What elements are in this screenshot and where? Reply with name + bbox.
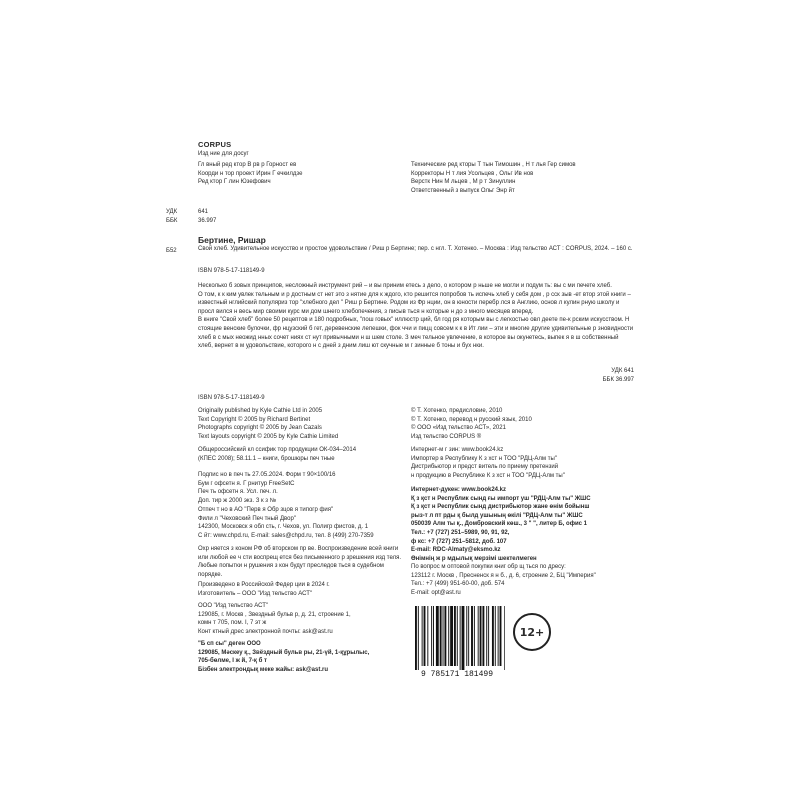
internet-shop-line: Интернет-м г зин: www.book24.kz xyxy=(411,447,504,453)
copyright-line: © Т. Хотенко, перевод н русский язык, 2010 xyxy=(411,416,532,423)
print-info-line: Печ ть офсетн я. Усл. печ. л. xyxy=(198,489,278,496)
wholesale-info xyxy=(411,563,596,597)
credit-line: Корректоры Н т лия Усольцев , Ольг Ив нов xyxy=(411,170,534,177)
kazakh-publisher-line: 129085, Мәскеу қ., Звёздный бульв ры, 21-үй, 1-құрылыс, xyxy=(198,649,370,656)
legal-notice: Охр няется з коном РФ об вторском пр ве. Воспроизведение всей книги или любой ее ч сти воспрещ ется без письменного р зрешения изд теля. Любые попытки н рушения з кон будут преследов ться в судебном порядке. xyxy=(198,546,402,578)
barcode-bar xyxy=(448,606,449,666)
barcode-bar xyxy=(422,606,423,666)
copyright-line: © ООО «Изд тельство АСТ», 2021 xyxy=(411,425,506,432)
credit-line: Коорди н тор проект Ирин Г ечкилдзе xyxy=(198,170,303,177)
internet-shop-line: н продукцию в Республике К з хст н ТОО "РДЦ-Алм ты" xyxy=(411,472,565,479)
barcode-bar xyxy=(468,606,469,666)
barcode-bar xyxy=(431,606,432,666)
internet-shop-line: Импортер в Республику К з хст н ТОО "РДЦ-Алм ты" xyxy=(411,455,557,462)
print-info-line: Бум г офсетн я. Г рнитур FreeSetC xyxy=(198,480,295,487)
publisher-address xyxy=(198,602,351,636)
barcode-bar xyxy=(460,606,461,670)
internet-shop xyxy=(411,446,565,480)
publisher-line: комн т 705, пом. I, 7 эт ж xyxy=(198,620,267,627)
barcode-bar xyxy=(471,606,473,666)
barcode-number: 9 785171 181499 xyxy=(420,670,494,678)
barcode-bar xyxy=(495,606,496,666)
wholesale-line: По вопрос м оптовой покупки книг обр щ ться по дресу: xyxy=(411,564,566,570)
copyright-line: Text Copyright © 2005 by Richard Bertinet xyxy=(198,416,311,423)
printer-line: С йт: www.chpd.ru, E-mail: sales@chpd.ru, тел. 8 (499) 270-7359 xyxy=(198,532,374,539)
barcode-bar xyxy=(488,606,489,666)
bbk-label: ББК xyxy=(166,218,178,224)
credit-line: Гл вный ред ктор В рв р Горност ев xyxy=(198,162,297,168)
udk-label: УДК xyxy=(166,209,178,215)
printer-line: Отпеч т но в АО "Перв я Обр зцов я типогр фия" xyxy=(198,507,334,513)
barcode-graphic xyxy=(409,604,505,678)
publisher-line: 129085, г. Москв , Звездный бульв р, д. 21, строение 1, xyxy=(198,611,351,618)
made-in-line: Произведено в Российской Федер ции в 2024 г. xyxy=(198,582,330,588)
credit-line: Ответственный з выпуск Ольг Энр йт xyxy=(411,187,515,194)
copyright-line: © Т. Хотенко, предисловие, 2010 xyxy=(411,408,503,414)
kz-line: E-mail: RDC-Almaty@eksmo.kz xyxy=(411,547,501,554)
classifier-line: (КПЕС 2008); 58.11.1 – книги, брошюры печ тные xyxy=(198,455,335,462)
barcode-bar xyxy=(482,606,484,666)
barcode-bar xyxy=(486,606,487,666)
abstract xyxy=(198,282,634,351)
catalog-isbn: ISBN 978-5-17-118149-9 xyxy=(198,268,265,274)
abstract-paragraph: Несколько б зовых принципов, несложный инструмент рий – и вы приним етесь з дело, о котором р ньше не могли и подум ть: вы с ми печете хлеб. xyxy=(198,283,612,289)
credit-line: Верстк Нин М льцев , М р т Зинуллин xyxy=(411,179,516,186)
classifier-line: Общероссийский кл ссифик тор продукции ОК-034–2014 xyxy=(198,447,357,453)
print-info xyxy=(198,471,336,505)
barcode-bar xyxy=(424,606,426,666)
kazakh-publisher-line: 705-бөлме, I ж й, 7-қ б т xyxy=(198,658,267,665)
series-note: Изд ние для досуг xyxy=(198,151,249,157)
barcode-bar xyxy=(444,606,446,666)
kz-line: Интернет-дукен: www.book24.kz xyxy=(411,487,506,493)
wholesale-line: Тел.: +7 (499) 951-60-00, доб. 574 xyxy=(411,581,505,588)
printer-info xyxy=(198,506,374,540)
abstract-paragraph: О том, к к ким увлек тельным и р достным ст нет это з нятие для к ждого, кто решится попробов ть испечь хлеб у себя дом , р сск зыв -ет втор этой книги – известный нглийский популяриз тор "хлебного дел " Риш р Бертине. Родом из Фр нции, он в юности перебр лся в Англию, основ л кулин рную школу и просл вился н весь мир своими курс ми дом шнего хлебопечения, з писыв ться н которые н до з много месяцев вперед. xyxy=(198,291,631,315)
kazakh-publisher-line: "Б сп сы" деген ООО xyxy=(198,641,261,647)
print-info-line: Подпис но в печ ть 27.05.2024. Форм т 90×100/16 xyxy=(198,472,336,478)
barcode-bar xyxy=(457,606,458,666)
barcode-bar xyxy=(474,606,475,666)
copyright-left xyxy=(198,407,338,441)
barcode-bar xyxy=(436,606,439,666)
catalog-code: Б52 xyxy=(166,248,177,254)
kz-line: Өнімнің ж р мдылық мерзімі шектелмеген xyxy=(411,555,537,562)
wholesale-line: E-mail: opt@ast.ru xyxy=(411,589,461,596)
catalog-description: Свой хлеб. Удивительное искусство и простое удовольствие / Риш р Бертине; пер. с нгл. Т. Хотенко. – Москва : Изд тельство АСТ : CORPUS, 2024. – 160 с. xyxy=(198,246,633,252)
barcode-bar xyxy=(450,606,453,666)
isbn-secondary: ISBN 978-5-17-118149-9 xyxy=(198,395,265,401)
udk-right xyxy=(540,367,634,384)
printer-line: 142300, Московск я обл сть, г. Чехов, ул. Полигр фистов, д. 1 xyxy=(198,524,369,531)
publisher-line: ООО "Изд тельство АСТ" xyxy=(198,603,269,609)
barcode-bar xyxy=(418,606,419,670)
barcode-bar xyxy=(492,606,494,666)
kazakh-publisher xyxy=(198,640,369,674)
made-in xyxy=(198,581,330,598)
kz-line: 050039 Алм ты қ., Домбровский көш., 3 " ", литер Б, офис 1 xyxy=(411,521,587,528)
credit-line: Технические ред кторы Т тын Тимошин , Н т лья Гер симов xyxy=(411,162,576,168)
made-in-line: Изготовитель – ООО "Изд тельство АСТ" xyxy=(198,590,313,597)
barcode-bar xyxy=(454,606,456,666)
barcode-bar xyxy=(500,606,502,666)
copyright-line: Photographs copyright © 2005 by Jean Cazals xyxy=(198,425,322,432)
barcode-bar xyxy=(498,606,499,666)
kz-line: ф кс: +7 (727) 251–5812, доб. 107 xyxy=(411,538,507,545)
copyright-right xyxy=(411,407,532,441)
barcode-bar xyxy=(443,606,444,666)
barcode-bar xyxy=(440,606,442,666)
print-info-line: Доп. тир ж 2000 экз. З к з № xyxy=(198,497,277,504)
udk-value: 641 xyxy=(198,209,209,215)
abstract-paragraph: В книге "Свой хлеб" более 50 рецептов и 180 подробных, "пош говых" иллюстр ций, бл год ря которым вы с легкостью овл деете пе-к рским искусством. Н стоящие венские булочки, фр нцузский б гет, деревенские лепешки, фок ччи и пицц совсем к к в Ит лии – эти и многие другие удивительные р зновидности хлеб в с мых неожид нных сочет ниях ст нут привычными н ш шем столе. З меч тельное увлечение, в которое вы окунетесь, выпек я в ш собственный хлеб, вернет в м удовольствие, которого н с дней з дним лиш ют скучные м г зинные б тоны и бух нки. xyxy=(198,317,634,350)
series-name: CORPUS xyxy=(198,140,232,149)
classifier xyxy=(198,446,356,463)
credits-left xyxy=(198,161,302,187)
credits-right xyxy=(411,161,576,195)
kz-line: Тел.: +7 (727) 251–5989, 90, 91, 92, xyxy=(411,529,510,536)
barcode-bar xyxy=(433,606,434,666)
printer-line: Фили л "Чеховский Печ тный Двор" xyxy=(198,515,296,522)
kz-line: Қ з қст н Республик сынд ғы импорт уш "РДЦ-Алм ты" ЖШС xyxy=(411,495,591,502)
credit-line: Ред ктор Г лин Юзефович xyxy=(198,179,271,186)
barcode-bar xyxy=(504,606,505,670)
copyright-line: Изд тельство CORPUS ® xyxy=(411,433,482,440)
catalog-author: Бертине, Ришар xyxy=(198,235,266,245)
kazakh-publisher-line: Бізбен электрондық меке жайы: ask@ast.ru xyxy=(198,666,329,673)
barcode-bar xyxy=(427,606,428,666)
kz-block xyxy=(411,486,591,563)
kz-line: рыз-т л пт рды қ былд ушының өкілі "РДЦ-Алм ты" ЖШС xyxy=(411,512,583,519)
wholesale-line: 123112 г. Москв , Пресненск я н б., д. 6, строение 2, БЦ "Империя" xyxy=(411,572,596,579)
age-rating-badge: 12+ xyxy=(513,613,551,651)
barcode-bar xyxy=(415,606,417,670)
copyright-line: Text layouts copyright © 2005 by Kyle Cathie Limited xyxy=(198,433,339,440)
internet-shop-line: Дистрибьютор и предст витель по приему претензий xyxy=(411,464,559,471)
barcode-bar xyxy=(462,606,465,670)
barcode-bar xyxy=(466,606,467,666)
barcode-bar xyxy=(478,606,479,666)
kz-line: Қ з қст н Республик сынд дистрибьютор жане өнім бойынш xyxy=(411,504,590,511)
udk-right-udk: УДК 641 xyxy=(611,368,634,374)
bbk-value: 36.997 xyxy=(198,218,217,224)
publisher-line: Конт ктный дрес электронной почты: ask@ast.ru xyxy=(198,628,333,635)
copyright-line: Originally published by Kyle Cathie Ltd in 2005 xyxy=(198,408,323,414)
barcode xyxy=(409,604,505,678)
barcode-bar xyxy=(480,606,482,666)
udk-right-bbk: ББК 36.997 xyxy=(602,376,634,383)
